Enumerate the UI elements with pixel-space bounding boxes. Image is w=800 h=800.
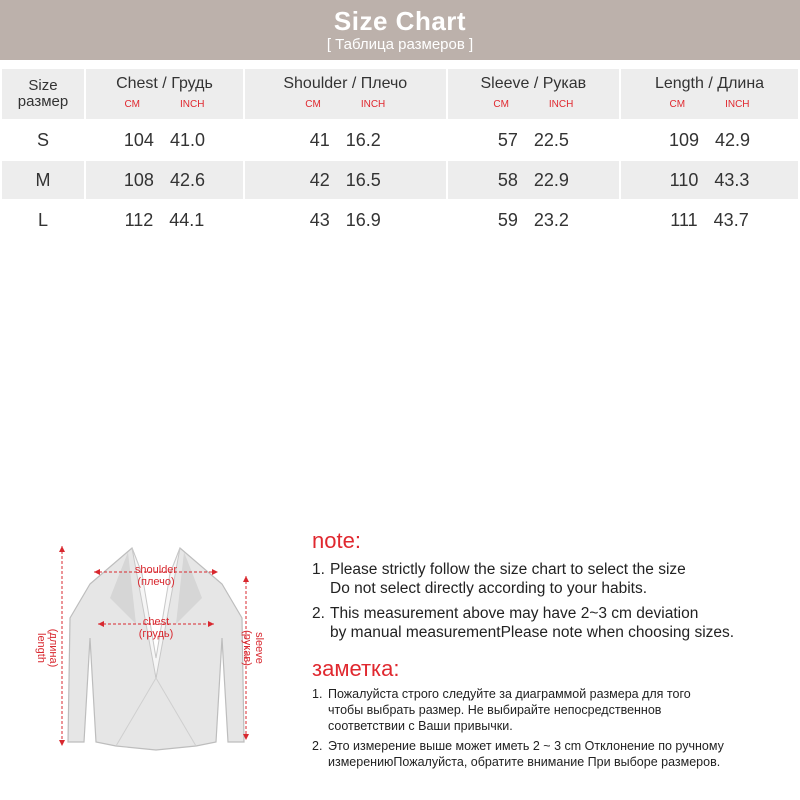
cm-value: 58 bbox=[497, 169, 518, 190]
unit-cm: CM bbox=[124, 99, 140, 110]
inch-value: 23.2 bbox=[533, 209, 569, 230]
size-cell: S bbox=[2, 121, 84, 159]
length-column-header bbox=[621, 69, 798, 119]
cm-value: 104 bbox=[123, 129, 154, 150]
inch-value: 43.3 bbox=[714, 169, 750, 190]
cm-value: 42 bbox=[309, 169, 330, 190]
jacket-measurement-diagram bbox=[32, 528, 280, 768]
page-title: Size Chart bbox=[333, 6, 467, 36]
note-item bbox=[312, 560, 792, 598]
shoulder-cell bbox=[245, 201, 446, 239]
length-label-en: length bbox=[35, 633, 47, 663]
note-line: чтобы выбрать размер. Не выбирайте непосредственнов bbox=[328, 703, 662, 717]
unit-cm: CM bbox=[305, 99, 321, 110]
unit-inch: INCH bbox=[725, 99, 750, 110]
length-label bbox=[35, 613, 59, 683]
unit-inch: INCH bbox=[180, 99, 205, 110]
size-column-header bbox=[2, 69, 84, 119]
cm-value: 108 bbox=[123, 169, 154, 190]
size-table bbox=[0, 67, 800, 241]
chest-label-ru: (грудь) bbox=[138, 628, 174, 640]
cm-value: 43 bbox=[309, 209, 330, 230]
chest-cell bbox=[86, 161, 243, 199]
note-line: by manual measurementPlease note when choosing sizes. bbox=[330, 624, 735, 641]
sleeve-cell bbox=[448, 121, 619, 159]
inch-value: 22.5 bbox=[533, 129, 569, 150]
inch-value: 22.9 bbox=[533, 169, 569, 190]
size-chart-banner bbox=[0, 0, 800, 60]
note-line: Do not select directly according to your habits. bbox=[330, 580, 648, 597]
inch-value: 42.9 bbox=[715, 129, 751, 150]
table-row bbox=[2, 201, 798, 239]
shoulder-label bbox=[124, 564, 188, 588]
table-row bbox=[2, 161, 798, 199]
length-cell bbox=[621, 201, 798, 239]
unit-cm: CM bbox=[493, 99, 509, 110]
sleeve-label-ru: (рукав) bbox=[241, 630, 253, 666]
inch-value: 16.5 bbox=[345, 169, 381, 190]
size-cell: M bbox=[2, 161, 84, 199]
unit-cm: CM bbox=[669, 99, 686, 110]
note-number: 1. bbox=[312, 687, 323, 701]
column-title: Shoulder / Плечо bbox=[283, 75, 408, 92]
shoulder-cell bbox=[245, 161, 446, 199]
chest-column-header bbox=[86, 69, 243, 119]
cm-value: 41 bbox=[309, 129, 330, 150]
inch-value: 43.7 bbox=[713, 209, 749, 230]
shoulder-cell bbox=[245, 121, 446, 159]
note-line: Please strictly follow the size chart to select the size bbox=[330, 561, 686, 578]
note-line: измерениюПожалуйста, обратите внимание При выборе размеров. bbox=[328, 755, 721, 769]
cm-value: 111 bbox=[670, 209, 698, 230]
note-number: 2. bbox=[312, 605, 325, 622]
note-ru-heading: заметка: bbox=[312, 656, 400, 681]
shoulder-label-en: shoulder bbox=[134, 564, 178, 576]
notes-section bbox=[312, 528, 792, 770]
size-header-ru: размер bbox=[17, 93, 69, 110]
inch-value: 42.6 bbox=[169, 169, 205, 190]
chest-cell bbox=[86, 121, 243, 159]
size-cell: L bbox=[2, 201, 84, 239]
note-number: 2. bbox=[312, 739, 323, 753]
chest-label bbox=[124, 616, 188, 640]
note-item bbox=[312, 604, 792, 642]
chest-label-en: chest bbox=[142, 616, 170, 628]
table-row bbox=[2, 121, 798, 159]
length-cell bbox=[621, 121, 798, 159]
sleeve-label-en: sleeve bbox=[253, 632, 265, 664]
note-number: 1. bbox=[312, 561, 325, 578]
chest-cell bbox=[86, 201, 243, 239]
sleeve-column-header bbox=[448, 69, 619, 119]
note-line: Это измерение выше может иметь 2 ~ 3 cm Отклонение по ручному bbox=[328, 739, 724, 753]
inch-value: 44.1 bbox=[169, 209, 205, 230]
inch-value: 16.9 bbox=[345, 209, 381, 230]
unit-inch: INCH bbox=[548, 99, 574, 110]
column-title: Sleeve / Рукав bbox=[480, 75, 587, 92]
note-ru-item bbox=[312, 686, 792, 734]
cm-value: 110 bbox=[669, 169, 699, 190]
cm-value: 109 bbox=[668, 129, 700, 150]
sleeve-cell bbox=[448, 161, 619, 199]
column-title: Length / Длина bbox=[654, 75, 765, 92]
unit-inch: INCH bbox=[360, 99, 386, 110]
size-header-en: Size bbox=[28, 77, 58, 94]
table-header-row bbox=[2, 69, 798, 119]
length-cell bbox=[621, 161, 798, 199]
inch-value: 16.2 bbox=[345, 129, 381, 150]
inch-value: 41.0 bbox=[169, 129, 205, 150]
note-heading: note: bbox=[312, 528, 361, 553]
cm-value: 112 bbox=[124, 209, 154, 230]
sleeve-cell bbox=[448, 201, 619, 239]
cm-value: 57 bbox=[497, 129, 518, 150]
note-line: This measurement above may have 2~3 cm deviation bbox=[330, 605, 699, 622]
column-title: Chest / Грудь bbox=[116, 75, 213, 92]
note-line: соответствии с Ваши привычки. bbox=[328, 719, 513, 733]
note-line: Пожалуйста строго следуйте за диаграммой размера для того bbox=[328, 687, 691, 701]
sleeve-label bbox=[241, 613, 265, 683]
shoulder-label-ru: (плечо) bbox=[137, 576, 175, 588]
page-subtitle: [ Таблица размеров ] bbox=[326, 36, 474, 53]
note-ru-item bbox=[312, 738, 792, 770]
cm-value: 59 bbox=[497, 209, 518, 230]
shoulder-column-header bbox=[245, 69, 446, 119]
length-label-ru: (длина) bbox=[47, 628, 59, 668]
